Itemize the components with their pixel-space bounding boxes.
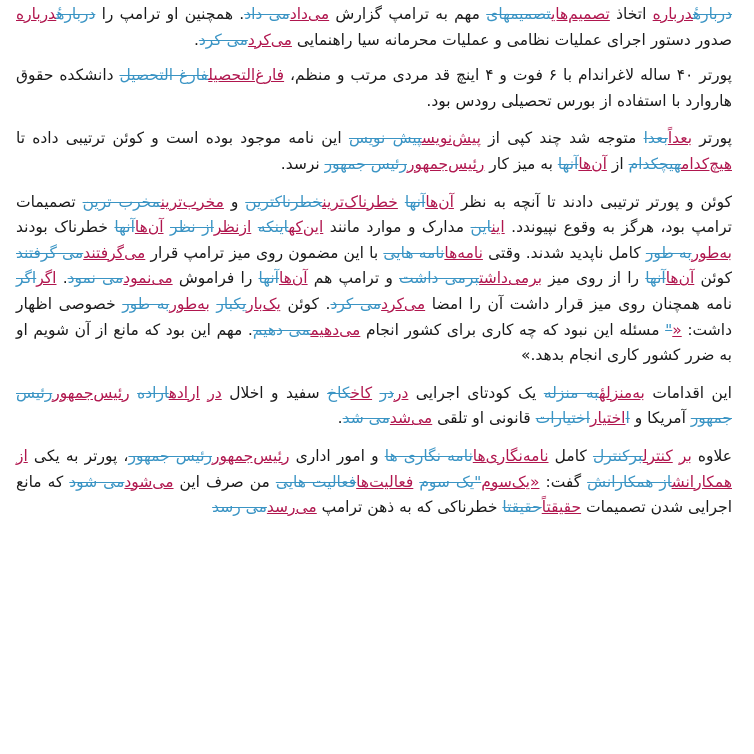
deleted-text: رئیس جمهور — [128, 446, 213, 465]
inserted-text: می‌کرد — [381, 294, 426, 313]
text-run: و امور اداری — [289, 446, 385, 465]
paragraph — [16, 381, 732, 432]
deleted-text: پیش نویس — [348, 129, 422, 148]
deleted-text: هیچکدام — [628, 154, 682, 173]
inserted-text: برمی‌داشت — [479, 269, 543, 288]
inserted-text: به‌منزلهٔ — [598, 383, 645, 402]
text-run: تصمیمات ترامپ بود، هرگز به وقوع نپیوندد. — [16, 192, 732, 237]
deleted-text: می شد — [342, 409, 390, 428]
inserted-text: اگر — [36, 269, 57, 288]
text-run: پورتر — [692, 129, 732, 148]
inserted-text: همکارانش — [671, 472, 732, 491]
text-run: خطرناک بودند — [16, 218, 115, 237]
inserted-text: کنترل — [642, 446, 673, 465]
inserted-text: نامه‌نگاری‌ها — [472, 446, 549, 465]
inserted-text: رئیس‌جمهور — [406, 154, 485, 173]
text-run — [398, 193, 405, 211]
deleted-text: آنها — [557, 154, 579, 173]
inserted-text: خطرناک‌ترین — [322, 192, 398, 211]
inserted-text: پیش‌نویس — [421, 129, 481, 148]
inserted-text: رئیس‌جمهور — [212, 446, 290, 465]
inserted-text: «یک‌سوم — [481, 472, 540, 491]
text-run: من صرف این — [173, 472, 276, 491]
deleted-text: از همکارانش — [587, 472, 672, 491]
text-run: با این مضمون روی میز ترامپ قرار — [145, 243, 384, 262]
text-run: اتخاذ — [609, 5, 653, 23]
text-run: قانونی او تلقی — [432, 409, 536, 428]
text-run: مردی مرتب و منظم، — [284, 66, 429, 85]
paragraph — [16, 2, 732, 53]
text-run: مسئله این نبود که چه کاری برای کشور انجام — [360, 320, 666, 339]
text-run: ، پورتر به یکی — [27, 446, 129, 465]
inserted-text: آن‌ها — [665, 269, 695, 288]
inserted-text: از — [16, 446, 28, 465]
inserted-text: می‌رسد — [266, 498, 317, 517]
deleted-text: رئیس جمهور — [16, 383, 732, 428]
deleted-text: می کرد — [330, 294, 382, 313]
deleted-text: می نمود — [67, 269, 124, 288]
paragraph — [16, 126, 732, 177]
inserted-text: آن‌ها — [578, 154, 607, 173]
text-run: و — [223, 192, 246, 211]
deleted-text: می کرد — [198, 30, 248, 49]
text-run: . — [337, 409, 343, 428]
inserted-text: اختیار — [590, 409, 626, 428]
text-run: پورتر ۴۰ ساله لاغراندام با ۶ فوت و ۴ اینچ قد — [428, 66, 732, 85]
inserted-text: می‌داد — [289, 5, 330, 23]
deleted-text: مخرب ترین — [82, 192, 161, 211]
inserted-text: « — [672, 320, 682, 339]
text-run: . کوئن — [280, 294, 331, 313]
inserted-text: هیچ‌کدام — [681, 154, 732, 173]
text-run: را از روی میز — [542, 269, 646, 288]
text-run: نامه — [699, 294, 733, 313]
deleted-text: آنها — [645, 269, 666, 288]
deleted-text: می دهیم — [252, 320, 311, 339]
text-run: متوجه شد چند کپی از — [480, 129, 644, 148]
deleted-text: آنها — [258, 269, 279, 288]
text-run: کوئن — [694, 269, 732, 288]
inserted-text: بر — [678, 446, 692, 465]
inserted-text: به‌طور — [169, 294, 210, 313]
deleted-text: اگر — [16, 269, 37, 288]
deleted-text: اختیارات — [535, 409, 591, 428]
deleted-text: از نظر — [170, 218, 214, 237]
inserted-text: می‌شد — [389, 409, 433, 428]
text-run: کامل — [548, 446, 593, 465]
text-run: . همچنین او ترامپ را — [95, 5, 245, 23]
deleted-text: فارغ التحصیل — [119, 66, 209, 85]
text-run: سفید و اخلال — [221, 383, 328, 402]
inserted-text: تصمیم‌های — [550, 5, 610, 23]
deleted-text: دربارهٔ — [692, 5, 733, 23]
deleted-text: به منزله — [543, 383, 599, 402]
deleted-text: آنها — [114, 218, 135, 237]
deleted-text: نامه هایی — [383, 243, 445, 262]
inserted-text: در — [393, 383, 409, 402]
inserted-text: می‌کرد — [247, 30, 292, 49]
deleted-text: می رسد — [212, 498, 267, 517]
text-run: گفت: — [539, 472, 588, 491]
deleted-text: می شود — [69, 472, 125, 491]
inserted-text: می‌گرفتند — [83, 243, 146, 262]
inserted-text: فعالیت‌ها — [356, 472, 414, 491]
deleted-text: " — [665, 320, 673, 339]
inserted-text: این‌که — [288, 218, 324, 237]
deleted-text: کاخ — [327, 383, 351, 402]
inserted-text: ازنظر — [213, 218, 252, 237]
deleted-text: بعدا — [643, 129, 668, 148]
text-run: خطرناکی که به ذهن ترامپ — [316, 498, 503, 517]
text-run: علاوه — [691, 446, 733, 465]
text-run: صدور دستور اجرای عملیات نظامی و عملیات محرمانه سیا راهنمایی — [291, 30, 732, 49]
deleted-text: برکنترل — [592, 446, 643, 465]
deleted-text: به طور — [122, 294, 170, 313]
deleted-text: این — [470, 218, 492, 237]
inserted-text: در — [207, 383, 222, 402]
text-run: کامل ناپدید شدند. وقتی — [482, 243, 646, 262]
deleted-text: رئیس جمهور — [324, 154, 407, 173]
text-run: یک کودتای اجرایی — [408, 383, 544, 402]
text-run: . — [56, 269, 68, 288]
inserted-text: حقیقتاً — [541, 498, 582, 517]
inserted-text: بعداً — [667, 129, 693, 148]
text-run: که مانع اجرایی شدن تصمیمات — [16, 472, 732, 517]
deleted-text: حقیقتا — [502, 498, 542, 517]
text-run: . مهم این بود که مانع از آن شویم او به ضرر کشور کاری انجام بدهد.» — [16, 320, 732, 365]
text-run: کوئن و پورتر ترتیبی دادند تا آنچه به نظر — [453, 192, 732, 211]
inserted-text: می‌شود — [124, 472, 174, 491]
inserted-text: رئیس‌جمهور — [52, 383, 130, 402]
inserted-text: آن‌ها — [279, 269, 308, 288]
text-run: به میز کار — [484, 154, 558, 173]
deleted-text: خطرناکترین — [245, 192, 323, 211]
inserted-text: این — [491, 218, 505, 237]
deleted-text: "یک سوم — [419, 472, 482, 491]
text-run: دانشکده حقوق هاروارد با استفاده از بورس تحصیلی رودس بود. — [16, 66, 732, 110]
text-run: از — [606, 154, 629, 173]
inserted-text: می‌نمود — [123, 269, 173, 288]
inserted-text: کاخ — [350, 383, 373, 402]
text-run: این نامه موجود بوده است و کوئن ترتیبی داده تا — [16, 129, 349, 148]
text-run: نرسد. — [280, 154, 325, 173]
deleted-text: تصمیمهای — [486, 5, 551, 23]
text-run: این اقدامات — [644, 383, 732, 402]
deleted-text: فعالیت هایی — [275, 472, 357, 491]
deleted-text: نامه نگاری ها — [384, 446, 473, 465]
deleted-text: یکبار — [216, 294, 247, 313]
inserted-text: می‌دهیم — [310, 320, 361, 339]
deleted-text: اینکه — [257, 218, 289, 237]
deleted-text: می گرفتند — [16, 243, 84, 262]
text-run: مهم به ترامپ گزارش — [329, 5, 487, 23]
text-run: مدارک و موارد مانند — [323, 218, 471, 237]
deleted-text: در — [379, 383, 394, 402]
text-run — [372, 384, 379, 402]
inserted-text: اراده — [168, 383, 200, 402]
text-run: . — [193, 30, 199, 49]
paragraph — [16, 190, 732, 369]
text-run: خصوصی اظهار داشت: — [16, 294, 732, 339]
inserted-text: فارغ‌التحصیل — [208, 66, 285, 85]
deleted-text: ا — [625, 409, 630, 428]
inserted-text: نامه‌ها — [444, 243, 483, 262]
inserted-text: آن‌ها — [134, 218, 164, 237]
deleted-text: برمی داشت — [399, 269, 480, 288]
inserted-text: به‌طور — [691, 243, 732, 262]
deleted-text: به طور — [645, 243, 692, 262]
inserted-text: درباره — [16, 5, 57, 23]
text-run: را فراموش — [172, 269, 259, 288]
deleted-text: آنها — [404, 192, 426, 211]
deleted-text: اراده — [137, 383, 169, 402]
text-run: همچنان روی میز قرار داشت آن را امضا — [425, 294, 700, 313]
inserted-text: یک‌بار — [246, 294, 281, 313]
text-run: و ترامپ هم — [307, 269, 400, 288]
inserted-text: مخرب‌ترین — [160, 192, 224, 211]
deleted-text: می داد — [244, 5, 290, 23]
inserted-text: درباره — [652, 5, 693, 23]
text-run: آمریکا و — [629, 409, 691, 428]
deleted-text: دربارهٔ — [56, 5, 96, 23]
paragraph — [16, 63, 732, 114]
inserted-text: آن‌ها — [425, 192, 454, 211]
paragraph — [16, 444, 732, 521]
